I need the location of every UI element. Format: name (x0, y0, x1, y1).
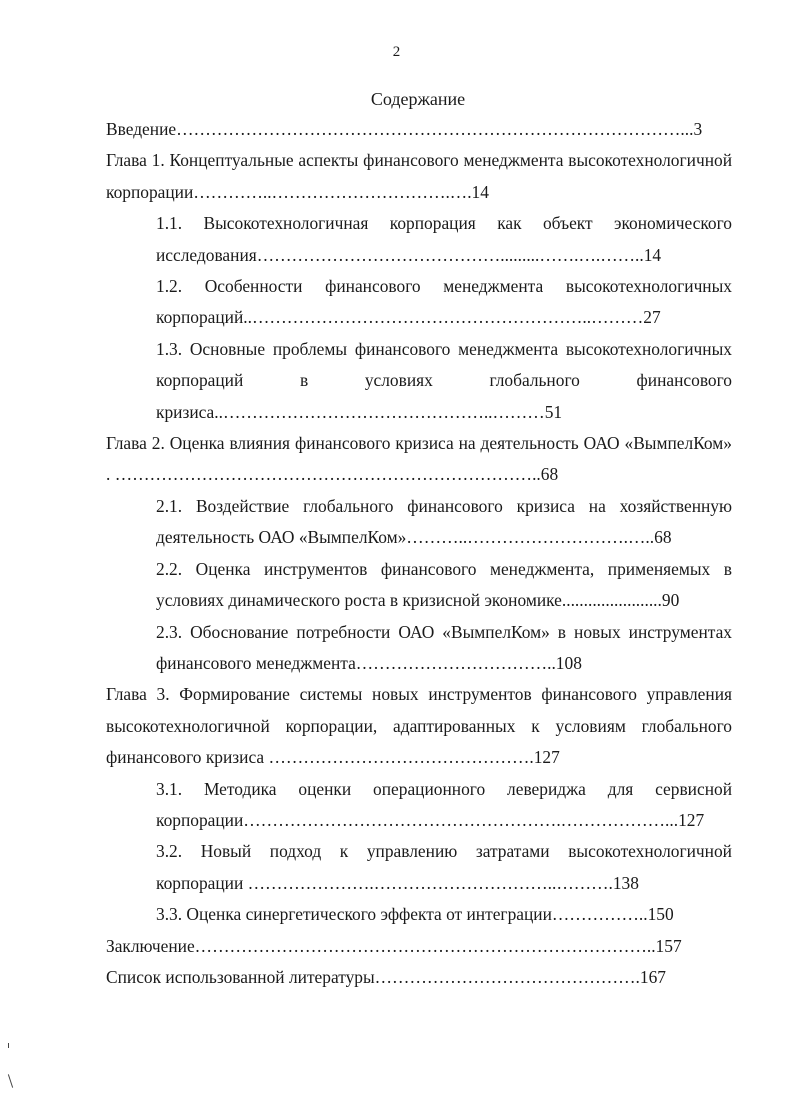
toc-entry-text: 1.1. Высокотехнологичная корпорация как объект экономического исследования…………………………………….........…….….…….. (156, 213, 732, 265)
toc-entry-text: Глава 3. Формирование системы новых инструментов финансового управления высокотехнологичной корпорации, адаптированных к условиям глобального финансового кризиса ………………………………………. (106, 684, 732, 768)
scan-artifact-mark (8, 1074, 13, 1088)
toc-entry-page: 51 (544, 401, 563, 422)
toc-entry-3-1 (106, 774, 732, 837)
toc-entry-page: 127 (678, 809, 705, 830)
toc-entry-page: 90 (661, 590, 680, 611)
toc-entry-2-3 (106, 617, 732, 680)
toc-entry-text: 3.3. Оценка синергетического эффекта от интеграции…………….. (156, 904, 648, 925)
toc-entry-page: 108 (555, 652, 582, 673)
toc-title: Содержание (370, 89, 466, 109)
toc-entry-1-3 (106, 334, 732, 428)
toc-entry-text: Глава 2. Оценка влияния финансового кризиса на деятельность ОАО «ВымпелКом» . ……………………………………………………………….. (106, 433, 732, 485)
toc-entry-2-1 (106, 491, 732, 554)
toc-entry-page: 127 (533, 747, 560, 768)
table-of-contents (106, 114, 732, 993)
toc-entry-text: Глава 1. Концептуальные аспекты финансового менеджмента высокотехнологичной корпорации…………..………………………….…. (106, 150, 732, 202)
toc-entry-2-2 (106, 554, 732, 617)
toc-entry-chapter-1 (106, 145, 732, 208)
toc-entry-page: 68 (540, 464, 559, 485)
toc-entry-page: 167 (639, 966, 666, 987)
toc-entry-text: Заключение…………………………………………………………………….. (106, 935, 656, 956)
toc-entry-page: 27 (643, 307, 661, 328)
toc-entry-text: 3.1. Методика оценки операционного левериджа для сервисной корпорации……………………………………………….………………... (156, 778, 732, 830)
toc-entry-text: Введение……………………………………………………………………………... (106, 119, 694, 139)
toc-entry-page: 150 (647, 904, 674, 925)
toc-entry-3-2 (106, 836, 732, 899)
toc-entry-text: Список использованной литературы………………………………………. (106, 966, 640, 987)
toc-entry-page: 14 (643, 244, 662, 265)
toc-entry-page: 157 (655, 935, 682, 956)
page-number: 2 (392, 44, 401, 60)
toc-entry-text: 2.1. Воздействие глобального финансового кризиса на хозяйственную деятельность ОАО «ВымпелКом»………..……………………….….. (156, 495, 732, 548)
toc-entry-page: 3 (693, 119, 703, 139)
toc-entry-conclusion (106, 931, 732, 962)
toc-entry-1-1 (106, 208, 732, 271)
toc-entry-references (106, 962, 732, 993)
toc-entry-page: 68 (654, 527, 672, 548)
toc-entry-1-2 (106, 271, 732, 334)
toc-entry-text: 1.3. Основные проблемы финансового менеджмента высокотехнологичных корпораций в условиях глобального финансового кризиса..………………………………………..……… (156, 338, 732, 422)
toc-entry-chapter-3 (106, 679, 732, 773)
toc-entry-text: 3.2. Новый подход к управлению затратами высокотехнологичной корпорации ………………….…………………………..………. (156, 841, 732, 893)
toc-entry-intro (106, 114, 732, 145)
toc-entry-text: 2.3. Обоснование потребности ОАО «ВымпелКом» в новых инструментах финансового менеджмента…………………………….. (156, 621, 732, 673)
toc-entry-page: 138 (612, 872, 639, 893)
toc-entry-3-3 (106, 899, 732, 930)
toc-entry-text: 1.2. Особенности финансового менеджмента высокотехнологичных корпораций..…………………………………………………..……… (156, 276, 732, 328)
scan-artifact-mark (8, 1043, 9, 1048)
toc-entry-page: 14 (471, 181, 489, 202)
toc-entry-text: 2.2. Оценка инструментов финансового менеджмента, применяемых в условиях динамического роста в кризисной экономике....................... (156, 558, 732, 611)
toc-entry-chapter-2 (106, 428, 732, 491)
